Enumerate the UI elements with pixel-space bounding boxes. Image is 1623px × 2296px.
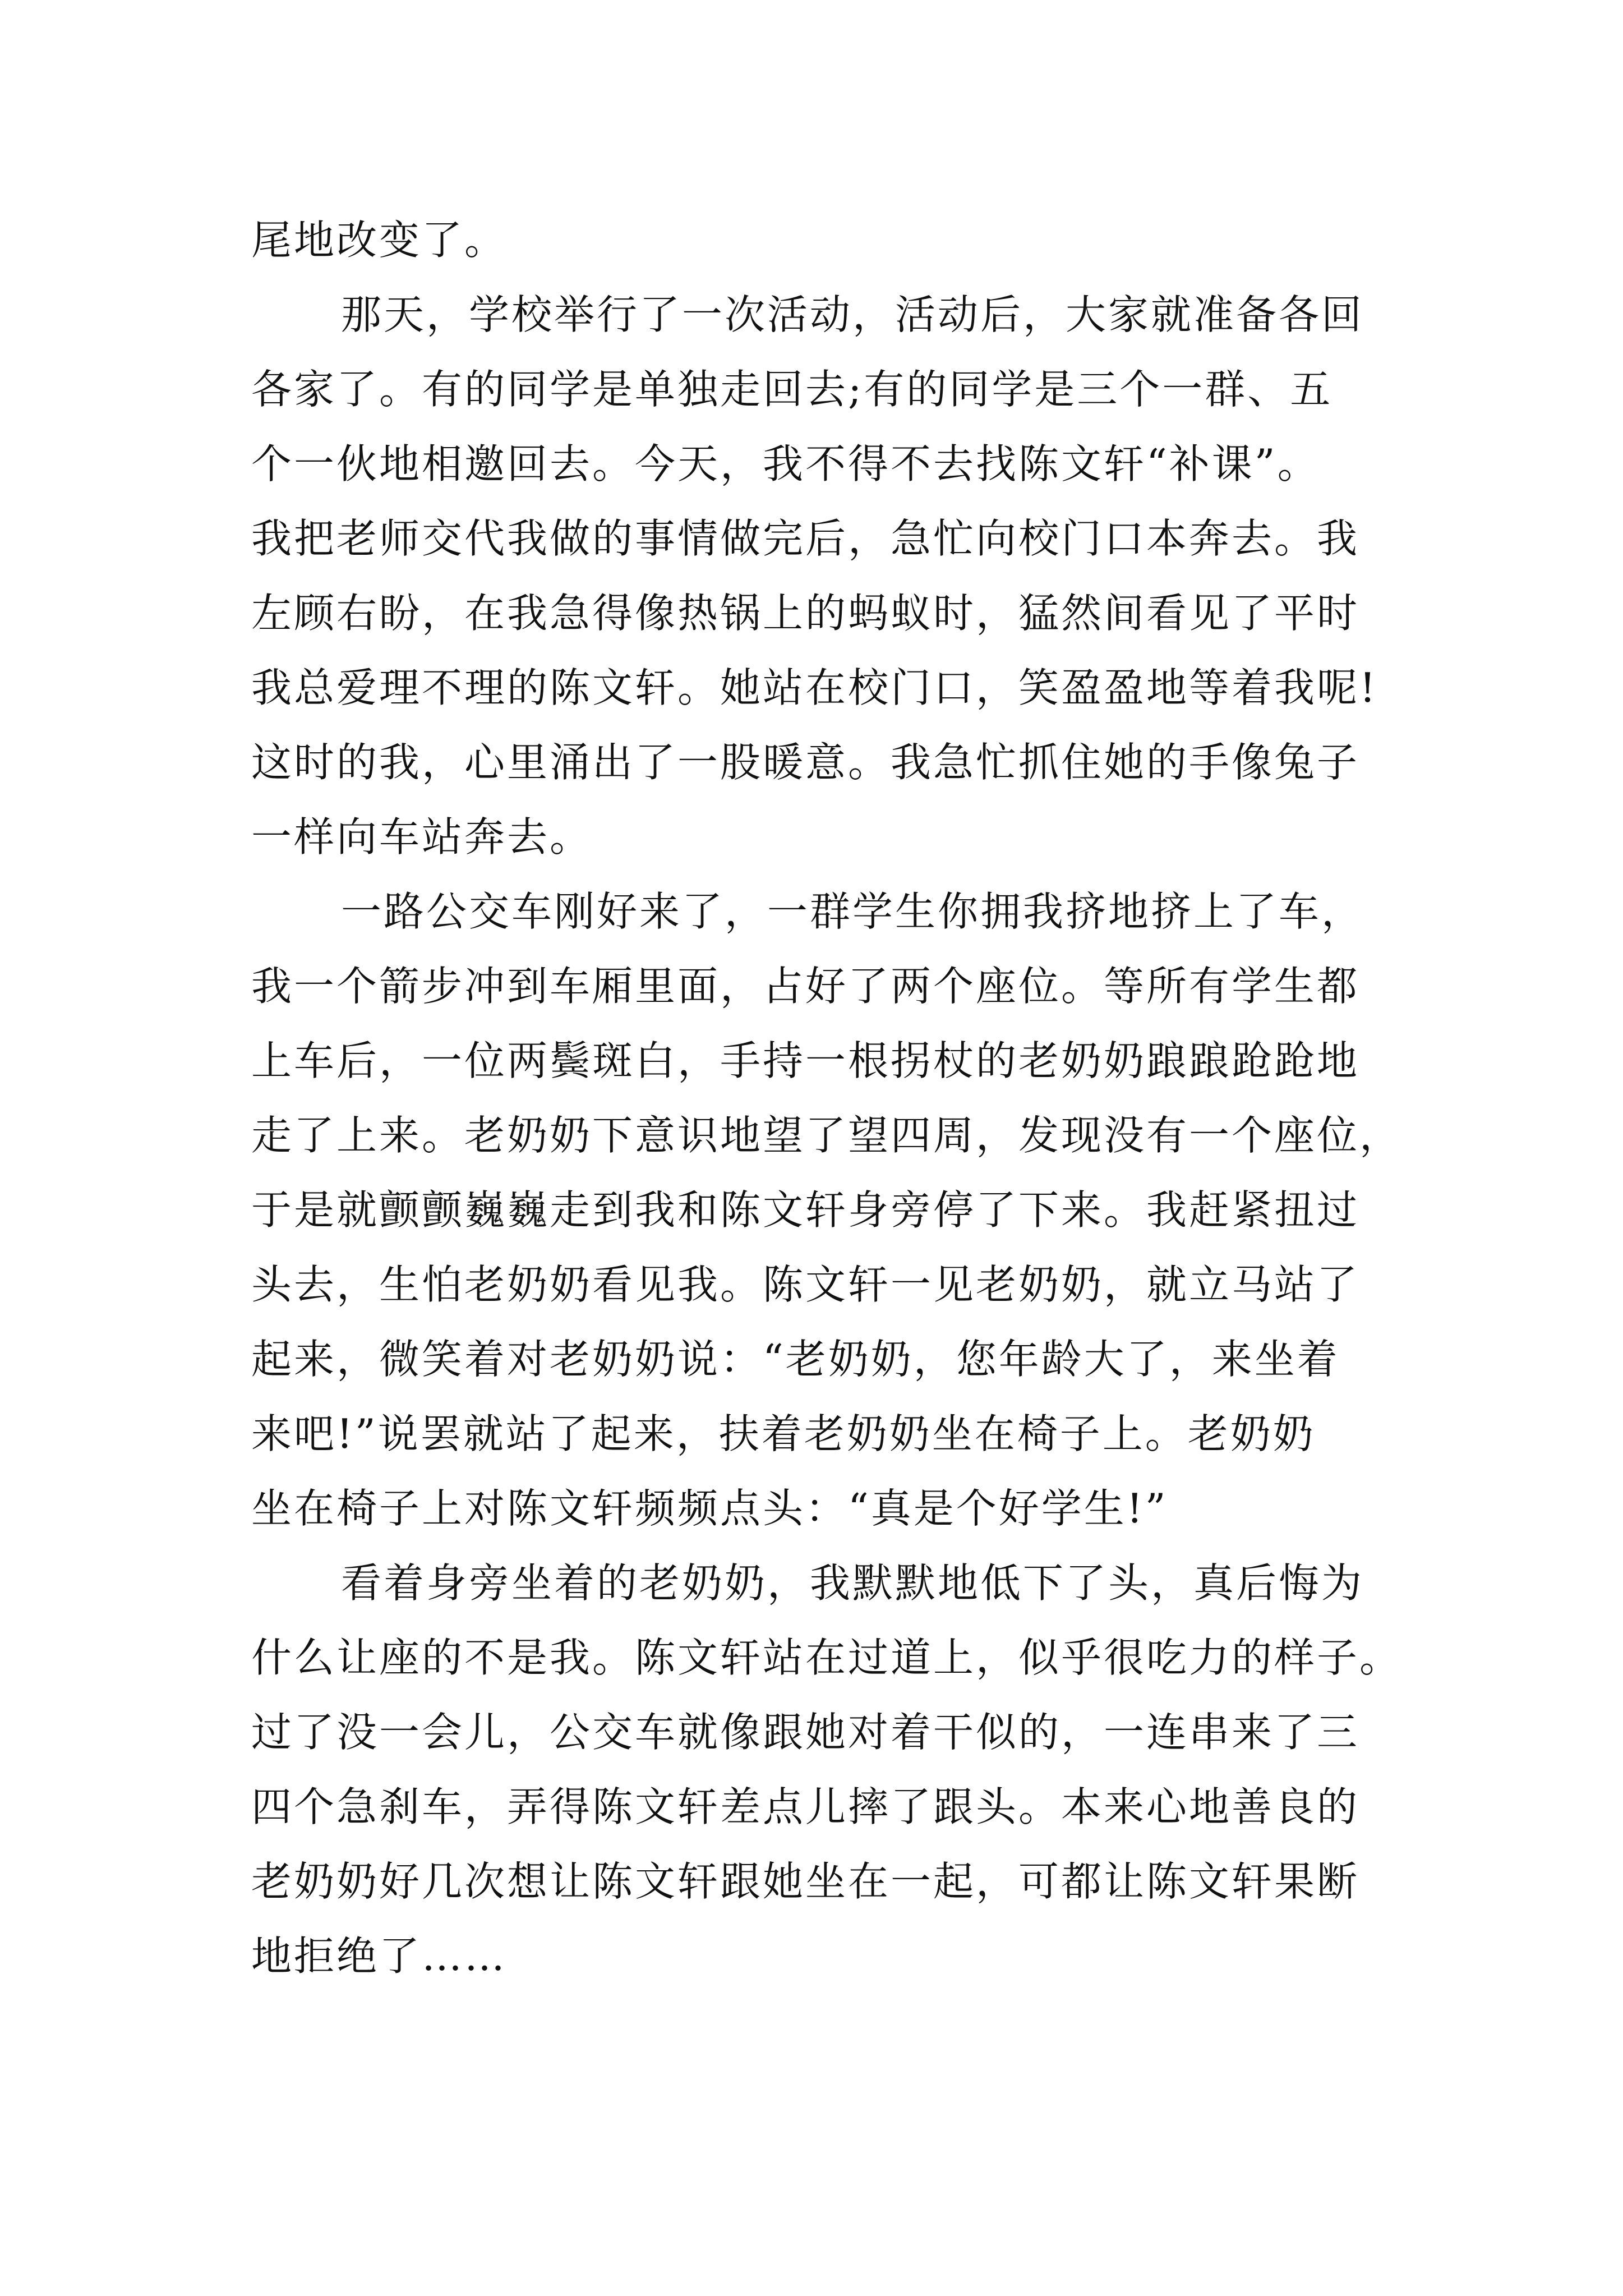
text-line: 头去，生怕老奶奶看见我。陈文轩一见老奶奶，就立马站了 (251, 1261, 1360, 1308)
text-line: 起来，微笑着对老奶奶说：“老奶奶，您年龄大了，来坐着 (251, 1336, 1340, 1383)
text-line: 什么让座的不是我。陈文轩站在过道上，似乎很吃力的样子。 (251, 1634, 1403, 1681)
text-line: 尾地改变了。 (251, 217, 508, 264)
text-line: 一样向车站奔去。 (251, 813, 593, 861)
text-line: 个一伙地相邀回去。今天，我不得不去找陈文轩“补课”。 (251, 440, 1320, 487)
text-line: 我总爱理不理的陈文轩。她站在校门口，笑盈盈地等着我呢! (251, 664, 1378, 711)
text-line: 上车后，一位两鬓斑白，手持一根拐杖的老奶奶踉踉跄跄地 (251, 1037, 1360, 1084)
text-line: 坐在椅子上对陈文轩频频点头：“真是个好学生!” (251, 1485, 1168, 1532)
paragraph-first-line: 一路公交车刚好来了，一群学生你拥我挤地挤上了车， (341, 888, 1364, 935)
text-line: 走了上来。老奶奶下意识地望了望四周，发现没有一个座位， (251, 1112, 1403, 1159)
text-line: 我把老师交代我做的事情做完后，急忙向校门口本奔去。我 (251, 515, 1360, 562)
text-line: 老奶奶好几次想让陈文轩跟她坐在一起，可都让陈文轩果断 (251, 1858, 1360, 1905)
text-line: 左顾右盼，在我急得像热锅上的蚂蚁时，猛然间看见了平时 (251, 590, 1360, 637)
text-line: 地拒绝了…… (251, 1932, 508, 1980)
text-line: 来吧!”说罢就站了起来，扶着老奶奶坐在椅子上。老奶奶 (251, 1410, 1316, 1457)
text-line: 过了没一会儿，公交车就像跟她对着干似的，一连串来了三 (251, 1709, 1360, 1756)
text-line: 各家了。有的同学是单独走回去;有的同学是三个一群、五 (251, 366, 1333, 413)
paragraph-first-line: 看着身旁坐着的老奶奶，我默默地低下了头，真后悔为 (341, 1559, 1364, 1607)
text-line: 这时的我，心里涌出了一股暖意。我急忙抓住她的手像兔子 (251, 739, 1360, 786)
text-line: 我一个箭步冲到车厢里面，占好了两个座位。等所有学生都 (251, 963, 1360, 1010)
paragraph-first-line: 那天，学校举行了一次活动，活动后，大家就准备各回 (341, 291, 1364, 338)
text-line: 四个急刹车，弄得陈文轩差点儿摔了跟头。本来心地善良的 (251, 1783, 1360, 1830)
body-text (251, 203, 1403, 1994)
text-line: 于是就颤颤巍巍走到我和陈文轩身旁停了下来。我赶紧扭过 (251, 1186, 1360, 1234)
